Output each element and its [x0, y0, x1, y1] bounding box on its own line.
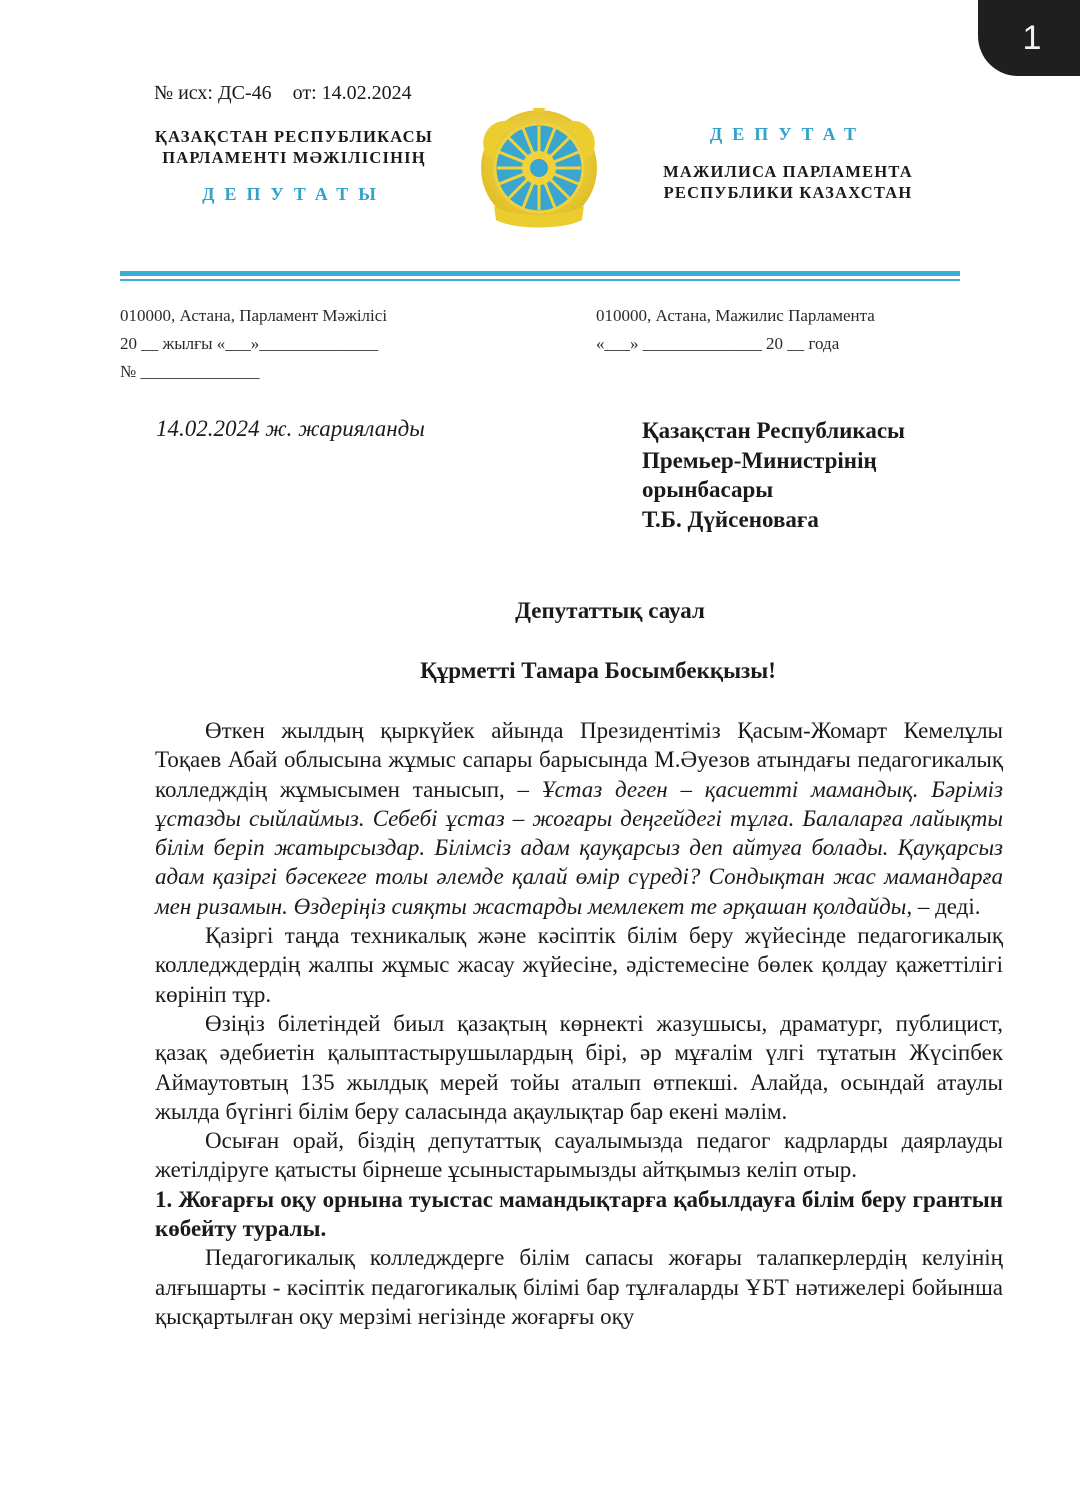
- paragraph-1-intro: Өткен жылдың қыркүйек айында Президентіміз Қасым-Жомарт Кемелұлы Тоқаев Абай облысына жұмыс сапары барысында М.Әуезов атындағы педагогикалық колледждің жұмысымен танысып, –: [155, 718, 1003, 802]
- letterhead-russian-deputy: ДЕПУТАТ: [709, 124, 867, 144]
- address-russian-line2: «___» ______________ 20 __ года: [596, 334, 840, 353]
- letter-body: [155, 716, 1003, 1331]
- address-block-russian: [596, 302, 875, 358]
- letterhead-kazakh-line2: ПАРЛАМЕНТІ МӘЖІЛІСІНІҢ: [162, 148, 426, 167]
- letterhead-kazakh-line1: ҚАЗАҚСТАН РЕСПУБЛИКАСЫ: [154, 127, 434, 146]
- letterhead-divider-thick: [120, 271, 960, 276]
- section-heading-1: 1. Жоғарғы оқу орнына туыстас мамандықтарға қабылдауға білім беру грантын көбейту туралы.: [155, 1186, 1003, 1242]
- state-emblem-icon: [474, 108, 604, 234]
- address-block-kazakh: [120, 302, 387, 386]
- outgoing-date: от: 14.02.2024: [292, 82, 412, 104]
- paragraph-5: Педагогикалық колледждерге білім сапасы жоғары талапкерлердің келуінің алғышарты - кәсіптік педагогикалық білімі бар тұлғаларды ҰБТ нәтижелері бойынша қысқартылған оқу мерзімі негізінде жоғарғы оқу: [155, 1245, 1003, 1329]
- document-title: Депутаттық сауал: [515, 598, 705, 623]
- recipient-line3: орынбасары: [642, 477, 774, 502]
- president-quote: Ұстаз деген – қасиетті мамандық. Бәріміз ұстазды сыйлаймыз. Себебі ұстаз – жоғары деңгейдегі тұлға. Балаларға лайықты білім беріп жатырсыздар. Білімсіз адам қауқарсыз деп айтуға болады. Қауқарсыз адам қазіргі бәсекеге толы әлемде қалай өмір сүреді? Сондықтан жас мамандарға мен ризамын. Өздеріңіз сияқты жастарды мемлекет те әрқашан қолдайды,: [155, 776, 1003, 919]
- address-kazakh-line3: № ______________: [120, 362, 260, 381]
- page-number-badge: 1: [978, 0, 1080, 76]
- published-date: 14.02.2024 ж. жарияланды: [156, 416, 425, 441]
- paragraph-3: Өзіңіз білетіндей биыл қазақтың көрнекті жазушысы, драматург, публицист, қазақ әдебиетін қалыптастырушылардың бірі, әр мұғалім үлгі тұтатын Жүсіпбек Аймаутовтың 135 жылдық мерей тойы аталып өтпекші. Алайда, осындай атаулы жылда бүгінгі білім беру саласында ақаулықтар бар екені мәлім.: [155, 1010, 1003, 1124]
- address-kazakh-line2: 20 __ жылғы «___»______________: [120, 334, 379, 353]
- outgoing-reference: [154, 82, 412, 105]
- paragraph-1-end: – деді.: [912, 893, 981, 919]
- recipient-line1: Қазақстан Республикасы: [642, 418, 906, 443]
- paragraph-2: Қазіргі таңда техникалық және кәсіптік білім беру жүйесінде педагогикалық колледждердің жалпы жұмыс жасау жүйесіне, әдістемесіне бөлек қолдау қажеттілігі көрініп тұр.: [155, 923, 1003, 1007]
- letterhead-kazakh: [124, 126, 464, 205]
- paragraph-1: [155, 716, 1003, 921]
- recipient-line2: Премьер-Министрінің: [642, 447, 877, 473]
- letterhead-divider-thin: [120, 279, 960, 281]
- letterhead-russian-line2: МАЖИЛИСА ПАРЛАМЕНТА: [663, 162, 913, 181]
- recipient-line4: Т.Б. Дүйсеноваға: [642, 506, 819, 532]
- salutation: Құрметті Тамара Босымбекқызы!: [420, 658, 776, 683]
- address-russian-line1: 010000, Астана, Мажилис Парламента: [596, 306, 875, 325]
- recipient-block: [642, 416, 905, 534]
- address-kazakh-line1: 010000, Астана, Парламент Мәжілісі: [120, 306, 388, 325]
- paragraph-4: Осыған орай, біздің депутаттық сауалымызда педагог кадрларды даярлауды жетілдіруге қатысты бірнеше ұсыныстарымызды айтқымыз келіп отыр.: [155, 1128, 1003, 1183]
- letterhead-kazakh-deputy: ДЕПУТАТЫ: [202, 184, 386, 204]
- letterhead-russian-line3: РЕСПУБЛИКИ КАЗАХСТАН: [663, 183, 913, 202]
- letterhead-russian: [638, 124, 938, 203]
- outgoing-number: № исх: ДС-46: [154, 82, 272, 104]
